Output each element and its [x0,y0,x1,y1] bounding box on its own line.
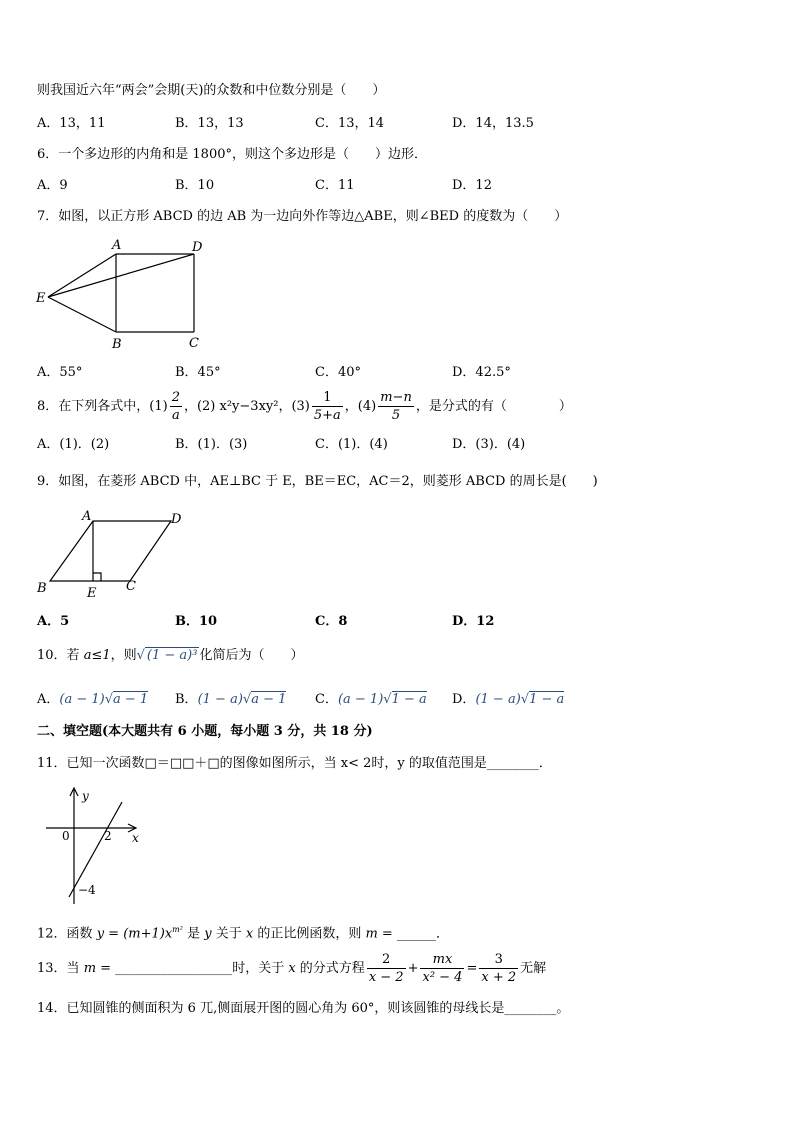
question-10-stem: 10．若 a≤1，则√ (1 − a)³ 化简后为（ ） [37,648,304,663]
q9-rhombus [50,521,171,581]
q8-option-d: D．(3)．(4) [452,437,526,452]
q8-fraction-1: $\frac{2}{a}$ [171,390,180,423]
q7-edge-ed [48,254,194,297]
q5-option-c: C．13，14 [315,116,385,131]
question-5-stem: 则我国近六年“两会”会期(天)的众数和中位数分别是（ ） [37,83,386,98]
section-2-title: 二、填空题(本大题共有 6 小题，每小题 3 分，共 18 分) [37,724,373,739]
q5-option-d: D．14，13.5 [452,116,534,131]
q10-option-b: B．(1 − a)√a − 1 [175,692,287,707]
question-12-stem: 12．函数 $y = (m+1)x^{m^2}$ 是 y 关于 x 的正比例函数，则 m = ______． [37,925,449,942]
q7-label-b: B [112,337,122,352]
question-13-stem: 13．当 m = __________________时，关于 x 的分式方程 $\frac{2}{x - 2}$ + $\frac{mx}{\text{x² − 4}}$ = $\frac{3}{x + 2}$ 无解 [37,952,547,985]
question-11-stem: 11．已知一次函数□＝□□＋□的图像如图所示，当 x< 2时，y 的取值范围是________． [37,756,552,771]
q9-right-angle-mark [93,573,101,581]
question-9-stem: 9．如图，在菱形 ABCD 中，AE⊥BC 于 E，BE＝EC，AC＝2，则菱形 ABCD 的周长是( ) [37,474,598,489]
q8-option-b: B．(1)．(3) [175,437,248,452]
q9-option-b: B．10 [175,614,218,629]
q7-label-c: C [189,336,199,351]
q11-x-label: x [132,831,139,845]
question-6-stem: 6．一个多边形的内角和是 1800°，则这个多边形是（ ）边形． [37,147,427,162]
question-7-stem: 7．如图，以正方形 ABCD 的边 AB 为一边向外作等边△ABE，则∠BED 的度数为（ ） [37,209,568,224]
q9-label-c: C [126,579,136,594]
q13-fraction-3: $\frac{3}{x + 2}$ [481,952,517,985]
q5-option-b: B．13，13 [175,116,244,131]
q9-label-b: B [37,581,47,596]
q9-label-d: D [171,512,182,527]
q6-option-d: D．12 [452,178,492,193]
q7-edge-eb [48,297,116,332]
q7-label-d: D [192,240,203,255]
q6-option-b: B．10 [175,178,215,193]
q9-option-c: C．8 [315,614,348,629]
q9-figure [34,506,194,601]
q11-x-tick: 2 [104,829,112,843]
q8-fraction-3: $\frac{1}{5+a}$ [313,390,341,423]
question-14-stem: 14．已知圆锥的侧面积为 6 兀,侧面展开图的圆心角为 60°，则该圆锥的母线长是________。 [37,1001,570,1016]
q6-option-c: C．11 [315,178,355,193]
q10-option-d: D．(1 − a)√1 − a [452,692,565,707]
q7-option-d: D．42.5° [452,365,511,380]
q11-y-label: y [82,789,89,803]
q8-option-a: A．(1)．(2) [37,437,110,452]
q7-option-c: C．40° [315,365,361,380]
q7-option-a: A．55° [37,365,83,380]
q8-option-c: C．(1)．(4) [315,437,388,452]
q7-edge-ea [48,254,116,297]
q10-option-a: A．(a − 1)√a − 1 [37,692,149,707]
q9-option-a: A．5 [37,614,70,629]
q9-option-d: D．12 [452,614,495,629]
q11-y-tick: −4 [78,883,96,897]
q9-label-a: A [82,509,92,524]
q13-fraction-1: $\frac{2}{x - 2}$ [368,952,404,985]
q11-figure [40,784,160,909]
q9-label-e: E [87,586,97,601]
q11-origin-label: 0 [62,829,70,843]
q10-radical: √ (1 − a)³ [136,648,198,663]
q5-option-a: A．13，11 [37,116,106,131]
q6-option-a: A．9 [37,178,68,193]
q10-option-c: C．(a − 1)√1 − a [315,692,427,707]
q7-label-e: E [36,291,46,306]
question-8-stem: 8．在下列各式中，(1) $\frac{2}{a}$ ，(2) x²y−3xy²，(3) $\frac{1}{5+a}$ ，(4) $\frac{m-n}{5}$ ，是分式的有（ ） [37,390,572,423]
q7-option-b: B．45° [175,365,221,380]
q7-figure [34,236,214,352]
q7-label-a: A [112,238,122,253]
q13-fraction-2: $\frac{mx}{\text{x² − 4}}$ [422,952,463,985]
q8-fraction-4: $\frac{m-n}{5}$ [380,390,412,423]
